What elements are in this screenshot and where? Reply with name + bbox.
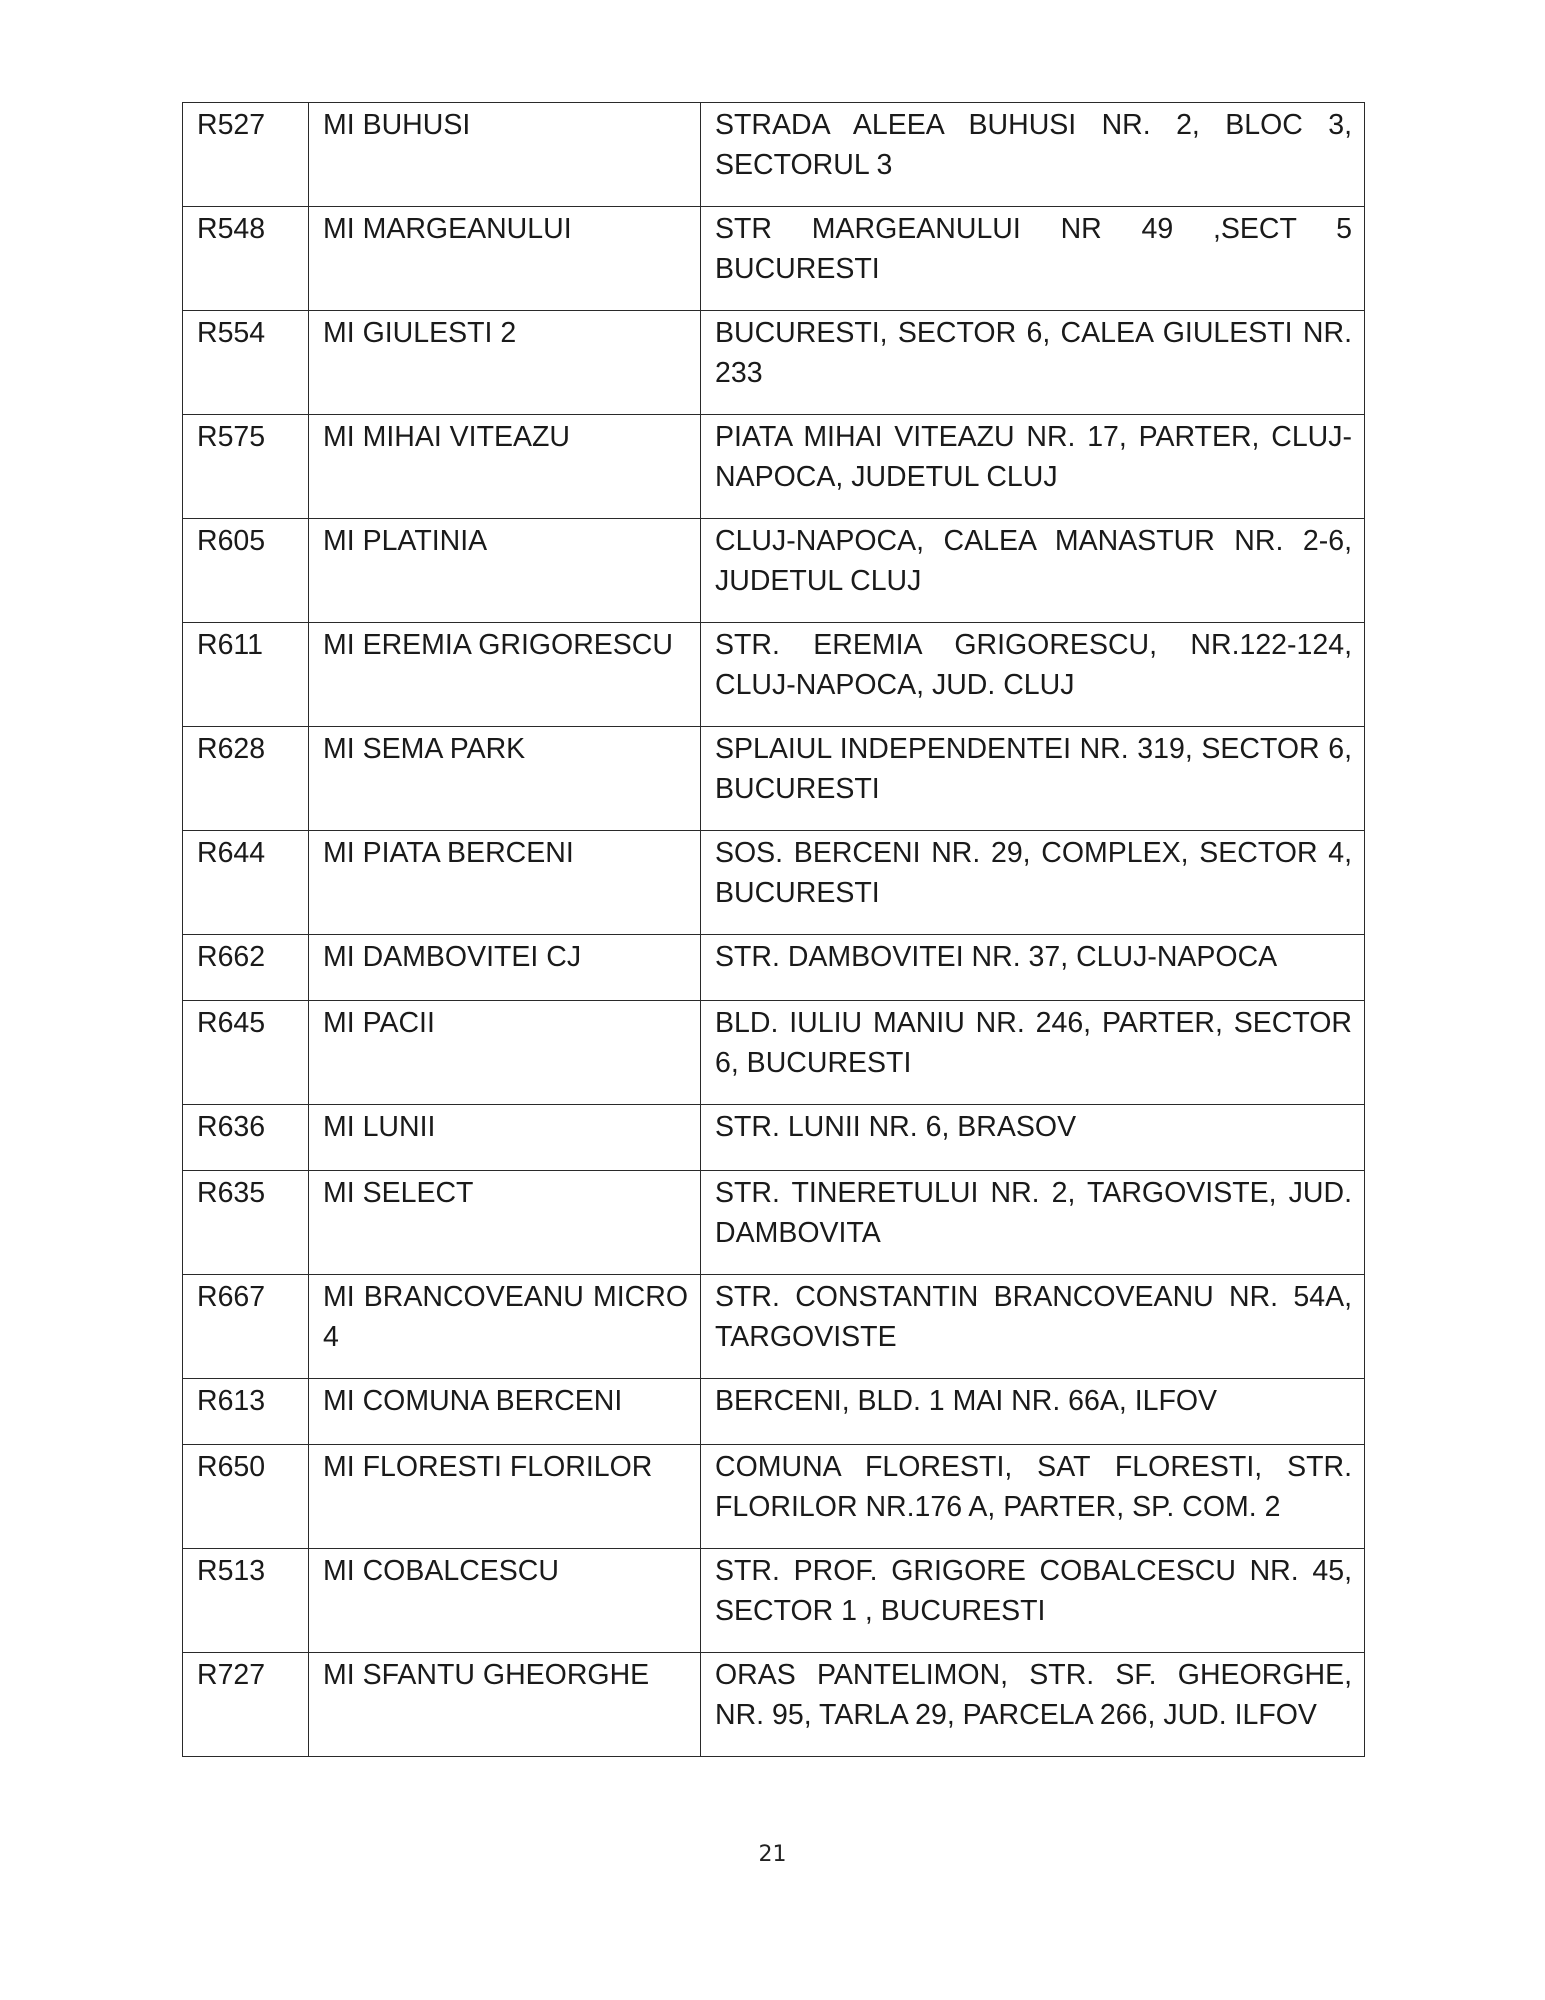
store-code: R727	[183, 1653, 309, 1757]
table-row	[183, 831, 1365, 935]
store-name: MI FLORESTI FLORILOR	[309, 1445, 701, 1549]
store-address: BLD. IULIU MANIU NR. 246, PARTER, SECTOR 6, BUCURESTI	[701, 1001, 1365, 1105]
store-address: STR. CONSTANTIN BRANCOVEANU NR. 54A, TARGOVISTE	[701, 1275, 1365, 1379]
store-code: R527	[183, 103, 309, 207]
table-row	[183, 623, 1365, 727]
store-code: R635	[183, 1171, 309, 1275]
table-row	[183, 519, 1365, 623]
store-name: MI COBALCESCU	[309, 1549, 701, 1653]
store-code: R667	[183, 1275, 309, 1379]
store-address: STR MARGEANULUI NR 49 ,SECT 5 BUCURESTI	[701, 207, 1365, 311]
store-address: STR. TINERETULUI NR. 2, TARGOVISTE, JUD. DAMBOVITA	[701, 1171, 1365, 1275]
store-code: R605	[183, 519, 309, 623]
page-number: 21	[758, 1842, 787, 1867]
store-table	[182, 102, 1365, 1757]
store-name: MI GIULESTI 2	[309, 311, 701, 415]
store-address: SPLAIUL INDEPENDENTEI NR. 319, SECTOR 6, BUCURESTI	[701, 727, 1365, 831]
store-name: MI MARGEANULUI	[309, 207, 701, 311]
store-address: CLUJ-NAPOCA, CALEA MANASTUR NR. 2-6, JUDETUL CLUJ	[701, 519, 1365, 623]
table-row	[183, 415, 1365, 519]
store-code: R513	[183, 1549, 309, 1653]
store-address: BERCENI, BLD. 1 MAI NR. 66A, ILFOV	[701, 1379, 1365, 1445]
store-address: STR. PROF. GRIGORE COBALCESCU NR. 45, SECTOR 1 , BUCURESTI	[701, 1549, 1365, 1653]
store-name: MI SEMA PARK	[309, 727, 701, 831]
store-code: R650	[183, 1445, 309, 1549]
store-name: MI BUHUSI	[309, 103, 701, 207]
store-address: STR. EREMIA GRIGORESCU, NR.122-124, CLUJ-NAPOCA, JUD. CLUJ	[701, 623, 1365, 727]
store-code: R662	[183, 935, 309, 1001]
store-address: STRADA ALEEA BUHUSI NR. 2, BLOC 3, SECTORUL 3	[701, 103, 1365, 207]
store-name: MI PIATA BERCENI	[309, 831, 701, 935]
store-name: MI SFANTU GHEORGHE	[309, 1653, 701, 1757]
table-row	[183, 1445, 1365, 1549]
store-address: BUCURESTI, SECTOR 6, CALEA GIULESTI NR. 233	[701, 311, 1365, 415]
store-name: MI LUNII	[309, 1105, 701, 1171]
table-row	[183, 727, 1365, 831]
store-address: SOS. BERCENI NR. 29, COMPLEX, SECTOR 4, BUCURESTI	[701, 831, 1365, 935]
table-row	[183, 1001, 1365, 1105]
store-code: R613	[183, 1379, 309, 1445]
store-code: R554	[183, 311, 309, 415]
table-row	[183, 207, 1365, 311]
store-name: MI COMUNA BERCENI	[309, 1379, 701, 1445]
store-address: ORAS PANTELIMON, STR. SF. GHEORGHE, NR. 95, TARLA 29, PARCELA 266, JUD. ILFOV	[701, 1653, 1365, 1757]
store-name: MI EREMIA GRIGORESCU	[309, 623, 701, 727]
store-address: PIATA MIHAI VITEAZU NR. 17, PARTER, CLUJ-NAPOCA, JUDETUL CLUJ	[701, 415, 1365, 519]
store-code: R636	[183, 1105, 309, 1171]
table-row	[183, 1105, 1365, 1171]
store-code: R628	[183, 727, 309, 831]
table-row	[183, 1275, 1365, 1379]
table-row	[183, 1171, 1365, 1275]
store-name: MI BRANCOVEANU MICRO 4	[309, 1275, 701, 1379]
store-name: MI DAMBOVITEI CJ	[309, 935, 701, 1001]
store-address: STR. LUNII NR. 6, BRASOV	[701, 1105, 1365, 1171]
store-code: R548	[183, 207, 309, 311]
table-row	[183, 1379, 1365, 1445]
store-code: R611	[183, 623, 309, 727]
store-address: STR. DAMBOVITEI NR. 37, CLUJ-NAPOCA	[701, 935, 1365, 1001]
store-code: R644	[183, 831, 309, 935]
store-code: R575	[183, 415, 309, 519]
store-code: R645	[183, 1001, 309, 1105]
store-name: MI PLATINIA	[309, 519, 701, 623]
store-address: COMUNA FLORESTI, SAT FLORESTI, STR. FLORILOR NR.176 A, PARTER, SP. COM. 2	[701, 1445, 1365, 1549]
table-row	[183, 1653, 1365, 1757]
store-name: MI SELECT	[309, 1171, 701, 1275]
table-row	[183, 935, 1365, 1001]
table-row	[183, 311, 1365, 415]
table-row	[183, 103, 1365, 207]
table-row	[183, 1549, 1365, 1653]
store-table-body	[183, 103, 1365, 1757]
store-name: MI MIHAI VITEAZU	[309, 415, 701, 519]
store-name: MI PACII	[309, 1001, 701, 1105]
